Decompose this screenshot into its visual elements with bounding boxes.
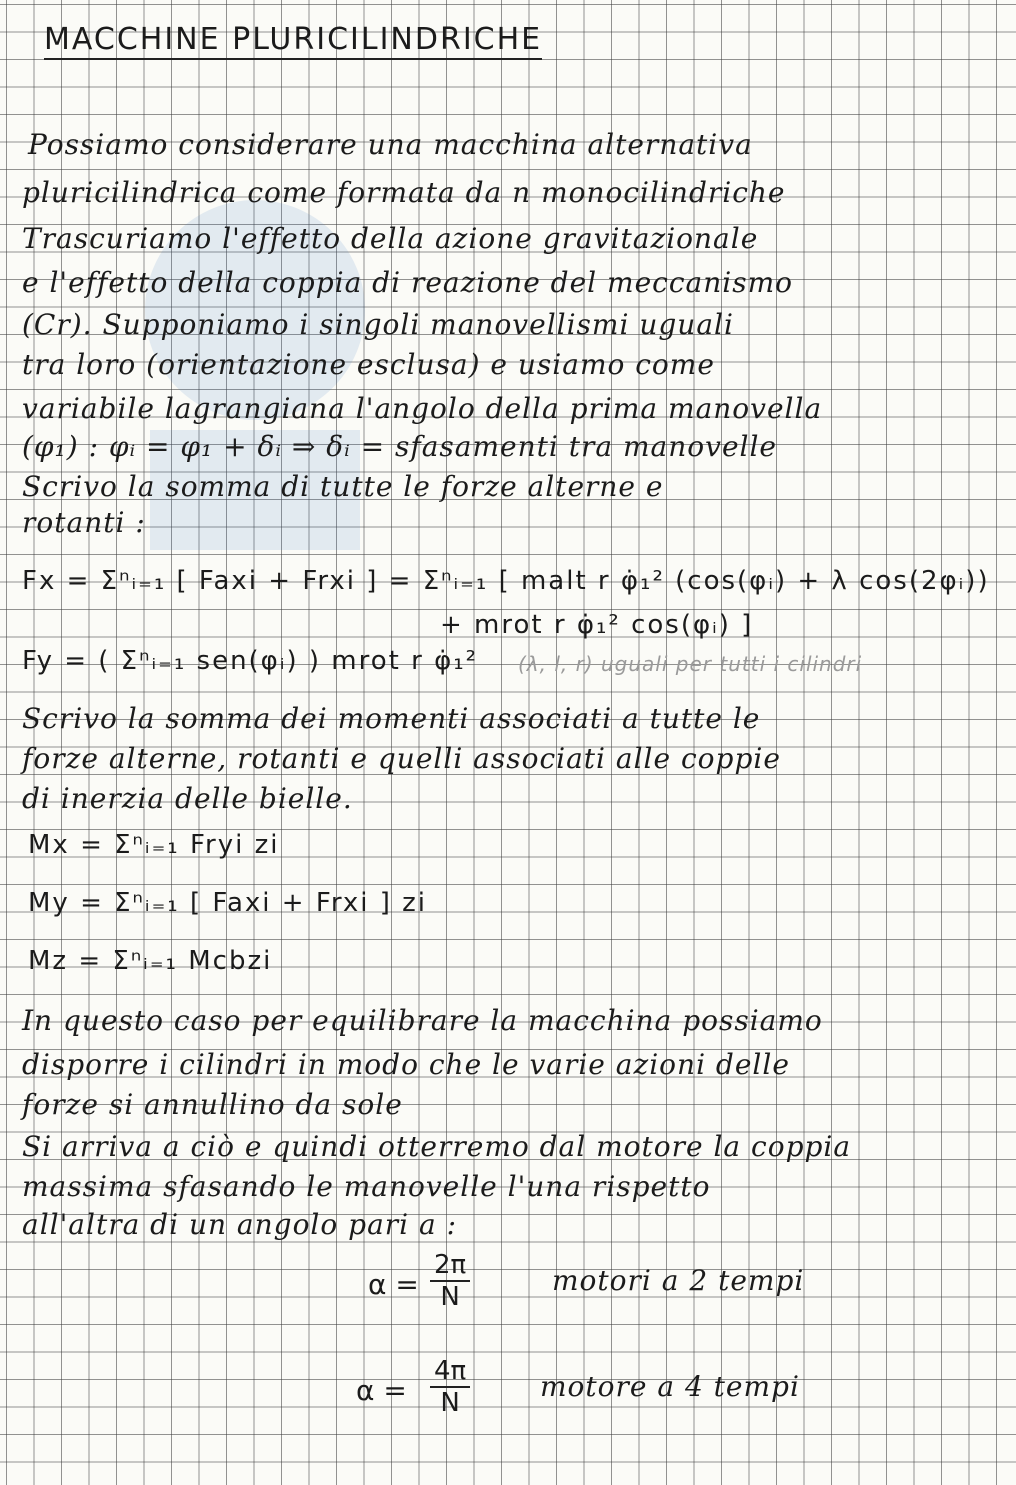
- text-line: variabile lagrangiana l'angolo della prima manovella: [22, 392, 823, 425]
- text-line: Scrivo la somma dei momenti associati a tutte le: [22, 702, 761, 735]
- text-line: Possiamo considerare una macchina alternativa: [28, 128, 753, 161]
- text-line: Si arriva a ciò e quindi otterremo dal motore la coppia: [22, 1130, 852, 1163]
- text-line: Scrivo la somma di tutte le forze alterne e: [22, 470, 664, 503]
- text-line: forze si annullino da sole: [22, 1088, 403, 1121]
- fraction-numerator: 2π: [430, 1250, 470, 1282]
- angle-label: motore a 4 tempi: [540, 1370, 800, 1403]
- text-line: di inerzia delle bielle.: [22, 782, 353, 815]
- text-line: forze alterne, rotanti e quelli associati alle coppie: [22, 742, 781, 775]
- text-line: disporre i cilindri in modo che le varie azioni delle: [22, 1048, 790, 1081]
- page-title: MACCHINE PLURICILINDRICHE: [44, 22, 542, 60]
- text-line: tra loro (orientazione esclusa) e usiamo come: [22, 348, 715, 381]
- angle-fraction: [430, 1250, 470, 1312]
- text-line: (Cr). Supponiamo i singoli manovellismi uguali: [22, 308, 734, 341]
- text-line: rotanti :: [22, 506, 146, 539]
- text-line: In questo caso per equilibrare la macchina possiamo: [22, 1004, 823, 1037]
- fraction-denominator: N: [440, 1388, 460, 1418]
- formula-mz: Mz = Σⁿᵢ₌₁ Mcbzi: [28, 946, 273, 976]
- text-line: Trascuriamo l'effetto della azione gravitazionale: [22, 222, 759, 255]
- text-line: massima sfasando le manovelle l'una rispetto: [22, 1170, 711, 1203]
- formula-note: (λ, l, r) uguali per tutti i cilindri: [518, 652, 863, 676]
- fraction-numerator: 4π: [430, 1356, 470, 1388]
- angle-label: motori a 2 tempi: [552, 1264, 805, 1297]
- formula-fx-continued: + mrot r φ̇₁² cos(φᵢ) ]: [440, 610, 754, 640]
- formula-mx: Mx = Σⁿᵢ₌₁ Fryi zi: [28, 830, 280, 860]
- text-line: pluricilindrica come formata da n monocilindriche: [22, 176, 786, 209]
- text-line: all'altra di un angolo pari a :: [22, 1208, 458, 1241]
- text-line: e l'effetto della coppia di reazione del meccanismo: [22, 266, 793, 299]
- angle-lhs: α =: [356, 1374, 407, 1407]
- angle-fraction: [430, 1356, 470, 1418]
- formula-fy: Fy = ( Σⁿᵢ₌₁ sen(φᵢ) ) mrot r φ̇₁²: [22, 646, 479, 676]
- formula-my: My = Σⁿᵢ₌₁ [ Faxi + Frxi ] zi: [28, 888, 428, 918]
- formula-fx: Fx = Σⁿᵢ₌₁ [ Faxi + Frxi ] = Σⁿᵢ₌₁ [ malt r φ̇₁² (cos(φᵢ) + λ cos(2φᵢ)): [22, 566, 990, 596]
- fraction-denominator: N: [440, 1282, 460, 1312]
- text-line: (φ₁) : φᵢ = φ₁ + δᵢ ⇒ δᵢ = sfasamenti tra manovelle: [22, 430, 777, 463]
- angle-lhs: α =: [368, 1268, 419, 1301]
